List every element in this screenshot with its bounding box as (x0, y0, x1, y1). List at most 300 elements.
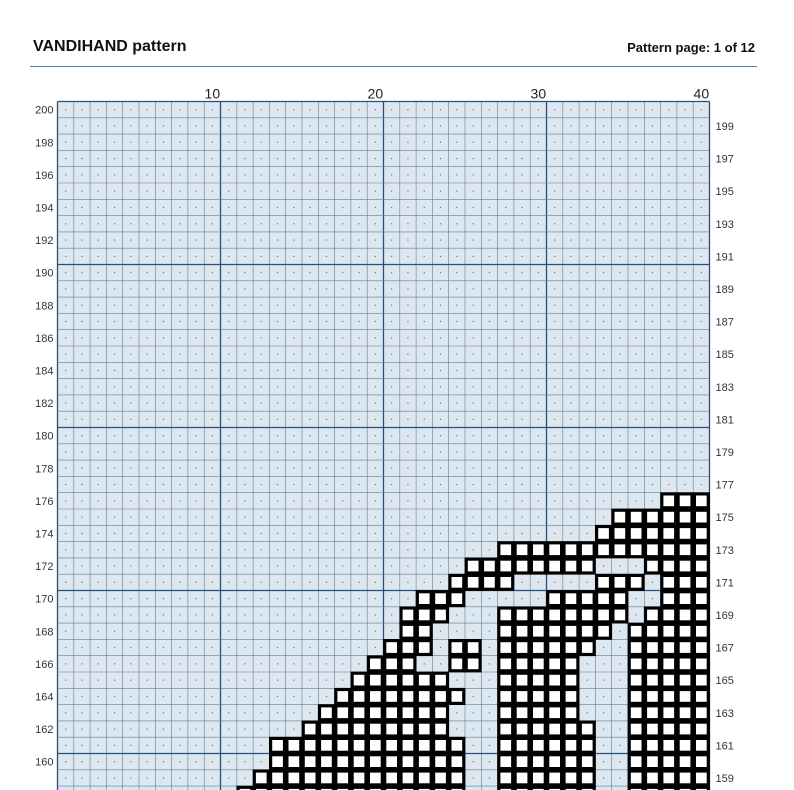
grid-dot (195, 712, 196, 713)
grid-dot (179, 191, 180, 192)
grid-dot (261, 500, 262, 501)
stitch-cell (515, 738, 529, 752)
grid-dot (81, 191, 82, 192)
grid-dot (114, 517, 115, 518)
grid-dot (163, 451, 164, 452)
grid-dot (163, 125, 164, 126)
grid-dot (342, 631, 343, 632)
grid-dot (228, 272, 229, 273)
grid-dot (407, 272, 408, 273)
stitch-cell (580, 592, 594, 606)
grid-dot (163, 533, 164, 534)
grid-dot (440, 223, 441, 224)
grid-dot (147, 712, 148, 713)
grid-dot (619, 386, 620, 387)
grid-dot (81, 158, 82, 159)
grid-dot (619, 647, 620, 648)
grid-dot (65, 174, 66, 175)
grid-dot (684, 125, 685, 126)
grid-dot (244, 386, 245, 387)
grid-dot (114, 207, 115, 208)
grid-dot (391, 500, 392, 501)
grid-dot (521, 451, 522, 452)
grid-dot (701, 191, 702, 192)
stitch-cell (629, 624, 643, 638)
grid-dot (228, 598, 229, 599)
grid-dot (98, 125, 99, 126)
grid-dot (98, 777, 99, 778)
grid-dot (456, 500, 457, 501)
grid-dot (603, 174, 604, 175)
grid-dot (147, 631, 148, 632)
stitch-cell (368, 706, 382, 720)
stitch-cell (531, 673, 545, 687)
grid-dot (391, 419, 392, 420)
grid-dot (684, 223, 685, 224)
grid-dot (114, 142, 115, 143)
grid-dot (81, 712, 82, 713)
grid-dot (668, 321, 669, 322)
stitch-cell (662, 494, 676, 508)
grid-dot (179, 109, 180, 110)
grid-dot (228, 728, 229, 729)
grid-dot (684, 109, 685, 110)
grid-dot (114, 125, 115, 126)
grid-dot (195, 402, 196, 403)
grid-dot (407, 386, 408, 387)
grid-dot (375, 191, 376, 192)
grid-dot (505, 435, 506, 436)
grid-dot (489, 109, 490, 110)
grid-dot (668, 370, 669, 371)
grid-dot (407, 207, 408, 208)
stitch-cell (531, 771, 545, 785)
grid-dot (326, 647, 327, 648)
grid-dot (473, 435, 474, 436)
grid-dot (342, 207, 343, 208)
grid-dot (195, 565, 196, 566)
grid-dot (587, 354, 588, 355)
grid-dot (701, 468, 702, 469)
grid-dot (636, 337, 637, 338)
grid-dot (277, 712, 278, 713)
grid-dot (310, 370, 311, 371)
grid-dot (391, 223, 392, 224)
grid-dot (212, 207, 213, 208)
grid-dot (521, 191, 522, 192)
stitch-cell (531, 706, 545, 720)
grid-dot (489, 354, 490, 355)
stitch-cell (499, 641, 513, 655)
stitch-cell (580, 608, 594, 622)
grid-dot (342, 386, 343, 387)
grid-dot (570, 288, 571, 289)
grid-dot (668, 402, 669, 403)
grid-dot (244, 321, 245, 322)
row-number-label: 194 (35, 202, 54, 215)
grid-dot (130, 745, 131, 746)
grid-dot (244, 435, 245, 436)
grid-dot (261, 158, 262, 159)
grid-dot (293, 728, 294, 729)
grid-dot (163, 680, 164, 681)
grid-dot (440, 158, 441, 159)
grid-dot (212, 239, 213, 240)
stitch-cell (401, 706, 415, 720)
row-number-label: 174 (35, 528, 54, 541)
grid-dot (587, 468, 588, 469)
grid-dot (489, 402, 490, 403)
grid-dot (81, 647, 82, 648)
grid-dot (684, 158, 685, 159)
row-number-label: 159 (715, 772, 734, 785)
grid-dot (65, 517, 66, 518)
grid-dot (521, 125, 522, 126)
grid-dot (163, 468, 164, 469)
grid-dot (505, 174, 506, 175)
stitch-cell (597, 575, 611, 589)
grid-dot (228, 223, 229, 224)
grid-dot (310, 468, 311, 469)
grid-dot (179, 174, 180, 175)
grid-dot (310, 272, 311, 273)
grid-dot (163, 288, 164, 289)
stitch-cell (499, 722, 513, 736)
grid-dot (261, 223, 262, 224)
grid-dot (163, 745, 164, 746)
grid-dot (310, 533, 311, 534)
grid-dot (375, 500, 376, 501)
grid-dot (310, 517, 311, 518)
grid-dot (684, 256, 685, 257)
grid-dot (473, 223, 474, 224)
row-number-label: 171 (715, 577, 734, 590)
grid-dot (195, 174, 196, 175)
stitch-cell (662, 575, 676, 589)
grid-dot (261, 631, 262, 632)
grid-dot (440, 549, 441, 550)
grid-dot (228, 533, 229, 534)
grid-dot (81, 761, 82, 762)
grid-dot (603, 647, 604, 648)
grid-dot (358, 305, 359, 306)
grid-dot (587, 191, 588, 192)
grid-dot (147, 174, 148, 175)
stitch-cell (678, 641, 692, 655)
stitch-cell (629, 690, 643, 704)
grid-dot (538, 370, 539, 371)
grid-dot (375, 386, 376, 387)
grid-dot (163, 663, 164, 664)
grid-dot (424, 207, 425, 208)
grid-dot (228, 125, 229, 126)
grid-dot (489, 272, 490, 273)
grid-dot (587, 402, 588, 403)
row-number-label: 197 (715, 153, 734, 166)
grid-dot (147, 663, 148, 664)
stitch-cell (434, 722, 448, 736)
grid-dot (668, 419, 669, 420)
grid-dot (244, 500, 245, 501)
stitch-cell (499, 673, 513, 687)
grid-dot (65, 207, 66, 208)
grid-dot (473, 305, 474, 306)
grid-dot (81, 109, 82, 110)
grid-dot (358, 321, 359, 322)
grid-dot (521, 142, 522, 143)
grid-dot (293, 272, 294, 273)
grid-dot (554, 239, 555, 240)
stitch-cell (450, 738, 464, 752)
stitch-cell (417, 706, 431, 720)
grid-dot (147, 582, 148, 583)
grid-dot (375, 533, 376, 534)
grid-dot (587, 419, 588, 420)
grid-dot (310, 109, 311, 110)
stitch-cell (662, 673, 676, 687)
grid-dot (179, 631, 180, 632)
grid-dot (407, 191, 408, 192)
grid-dot (668, 207, 669, 208)
grid-dot (195, 631, 196, 632)
grid-dot (179, 728, 180, 729)
grid-dot (391, 402, 392, 403)
stitch-cell (646, 624, 660, 638)
stitch-cell (548, 592, 562, 606)
grid-dot (277, 354, 278, 355)
grid-dot (293, 386, 294, 387)
grid-dot (619, 321, 620, 322)
grid-dot (424, 370, 425, 371)
grid-dot (375, 402, 376, 403)
grid-dot (619, 680, 620, 681)
grid-dot (456, 272, 457, 273)
grid-dot (473, 696, 474, 697)
grid-dot (326, 288, 327, 289)
grid-dot (195, 370, 196, 371)
grid-dot (293, 565, 294, 566)
grid-dot (652, 158, 653, 159)
grid-dot (98, 191, 99, 192)
grid-dot (326, 207, 327, 208)
stitch-cell (271, 771, 285, 785)
grid-dot (310, 142, 311, 143)
grid-dot (65, 419, 66, 420)
grid-dot (163, 484, 164, 485)
stitch-cell (417, 641, 431, 655)
grid-dot (179, 256, 180, 257)
grid-dot (375, 598, 376, 599)
grid-dot (684, 321, 685, 322)
grid-dot (98, 484, 99, 485)
grid-dot (636, 321, 637, 322)
grid-dot (603, 712, 604, 713)
grid-dot (619, 745, 620, 746)
grid-dot (81, 370, 82, 371)
grid-dot (310, 712, 311, 713)
stitch-cell (580, 559, 594, 573)
grid-dot (701, 142, 702, 143)
row-number-label: 163 (715, 707, 734, 720)
grid-dot (668, 125, 669, 126)
grid-dot (473, 191, 474, 192)
grid-dot (701, 158, 702, 159)
grid-dot (407, 354, 408, 355)
grid-dot (261, 142, 262, 143)
stitch-cell (531, 624, 545, 638)
grid-dot (652, 419, 653, 420)
row-number-label: 184 (35, 365, 54, 378)
grid-dot (147, 337, 148, 338)
grid-dot (391, 174, 392, 175)
grid-dot (228, 484, 229, 485)
grid-dot (310, 125, 311, 126)
grid-dot (554, 207, 555, 208)
grid-dot (65, 728, 66, 729)
grid-dot (179, 777, 180, 778)
grid-dot (375, 517, 376, 518)
grid-dot (342, 354, 343, 355)
grid-dot (81, 288, 82, 289)
grid-dot (179, 288, 180, 289)
grid-dot (326, 370, 327, 371)
grid-dot (98, 174, 99, 175)
stitch-cell (385, 690, 399, 704)
grid-dot (98, 598, 99, 599)
grid-dot (114, 777, 115, 778)
grid-dot (652, 500, 653, 501)
grid-dot (358, 386, 359, 387)
grid-dot (619, 109, 620, 110)
grid-dot (244, 777, 245, 778)
grid-dot (65, 761, 66, 762)
stitch-cell (678, 771, 692, 785)
grid-dot (538, 468, 539, 469)
grid-dot (603, 484, 604, 485)
grid-dot (456, 680, 457, 681)
grid-dot (489, 663, 490, 664)
grid-dot (652, 207, 653, 208)
grid-dot (212, 712, 213, 713)
grid-dot (473, 125, 474, 126)
grid-dot (163, 354, 164, 355)
stitch-cell (336, 755, 350, 769)
grid-dot (342, 256, 343, 257)
grid-dot (603, 125, 604, 126)
grid-dot (261, 517, 262, 518)
stitch-cell (597, 592, 611, 606)
stitch-cell (662, 543, 676, 557)
grid-dot (407, 451, 408, 452)
row-number-label: 190 (35, 267, 54, 280)
grid-dot (228, 565, 229, 566)
stitch-cell (564, 657, 578, 671)
grid-dot (636, 435, 637, 436)
grid-dot (310, 582, 311, 583)
grid-dot (277, 598, 278, 599)
row-number-label: 182 (35, 398, 54, 411)
grid-dot (179, 663, 180, 664)
grid-dot (489, 191, 490, 192)
grid-dot (603, 109, 604, 110)
grid-dot (65, 631, 66, 632)
grid-dot (163, 158, 164, 159)
grid-dot (244, 125, 245, 126)
grid-dot (342, 272, 343, 273)
grid-dot (244, 402, 245, 403)
stitch-cell (678, 494, 692, 508)
grid-dot (342, 321, 343, 322)
grid-dot (277, 435, 278, 436)
grid-dot (424, 451, 425, 452)
stitch-cell (499, 559, 513, 573)
stitch-cell (678, 673, 692, 687)
grid-dot (358, 582, 359, 583)
grid-dot (179, 223, 180, 224)
stitch-cell (646, 527, 660, 541)
grid-dot (701, 354, 702, 355)
grid-dot (489, 174, 490, 175)
row-number-label: 161 (715, 740, 734, 753)
grid-dot (114, 337, 115, 338)
stitch-cell (450, 771, 464, 785)
grid-dot (652, 256, 653, 257)
grid-dot (310, 451, 311, 452)
grid-dot (375, 435, 376, 436)
grid-dot (98, 239, 99, 240)
grid-dot (375, 272, 376, 273)
stitch-cell (548, 771, 562, 785)
grid-dot (65, 223, 66, 224)
grid-dot (538, 337, 539, 338)
grid-dot (489, 419, 490, 420)
grid-dot (163, 402, 164, 403)
grid-dot (440, 239, 441, 240)
grid-dot (179, 419, 180, 420)
grid-dot (456, 158, 457, 159)
stitch-cell (515, 608, 529, 622)
grid-dot (147, 109, 148, 110)
grid-dot (489, 435, 490, 436)
grid-dot (570, 321, 571, 322)
grid-dot (603, 696, 604, 697)
grid-dot (163, 419, 164, 420)
stitch-cell (694, 494, 708, 508)
grid-dot (130, 582, 131, 583)
grid-dot (293, 337, 294, 338)
grid-dot (130, 288, 131, 289)
grid-dot (326, 142, 327, 143)
grid-dot (701, 484, 702, 485)
row-number-label: 188 (35, 300, 54, 313)
grid-dot (440, 354, 441, 355)
stitch-cell (271, 755, 285, 769)
stitch-cell (320, 738, 334, 752)
row-number-label: 186 (35, 332, 54, 345)
grid-dot (261, 549, 262, 550)
stitch-cell (694, 592, 708, 606)
grid-dot (521, 468, 522, 469)
grid-dot (505, 451, 506, 452)
grid-dot (147, 598, 148, 599)
grid-dot (570, 337, 571, 338)
grid-dot (489, 386, 490, 387)
grid-dot (244, 647, 245, 648)
grid-dot (277, 272, 278, 273)
stitch-cell (580, 771, 594, 785)
grid-dot (619, 354, 620, 355)
grid-dot (440, 631, 441, 632)
